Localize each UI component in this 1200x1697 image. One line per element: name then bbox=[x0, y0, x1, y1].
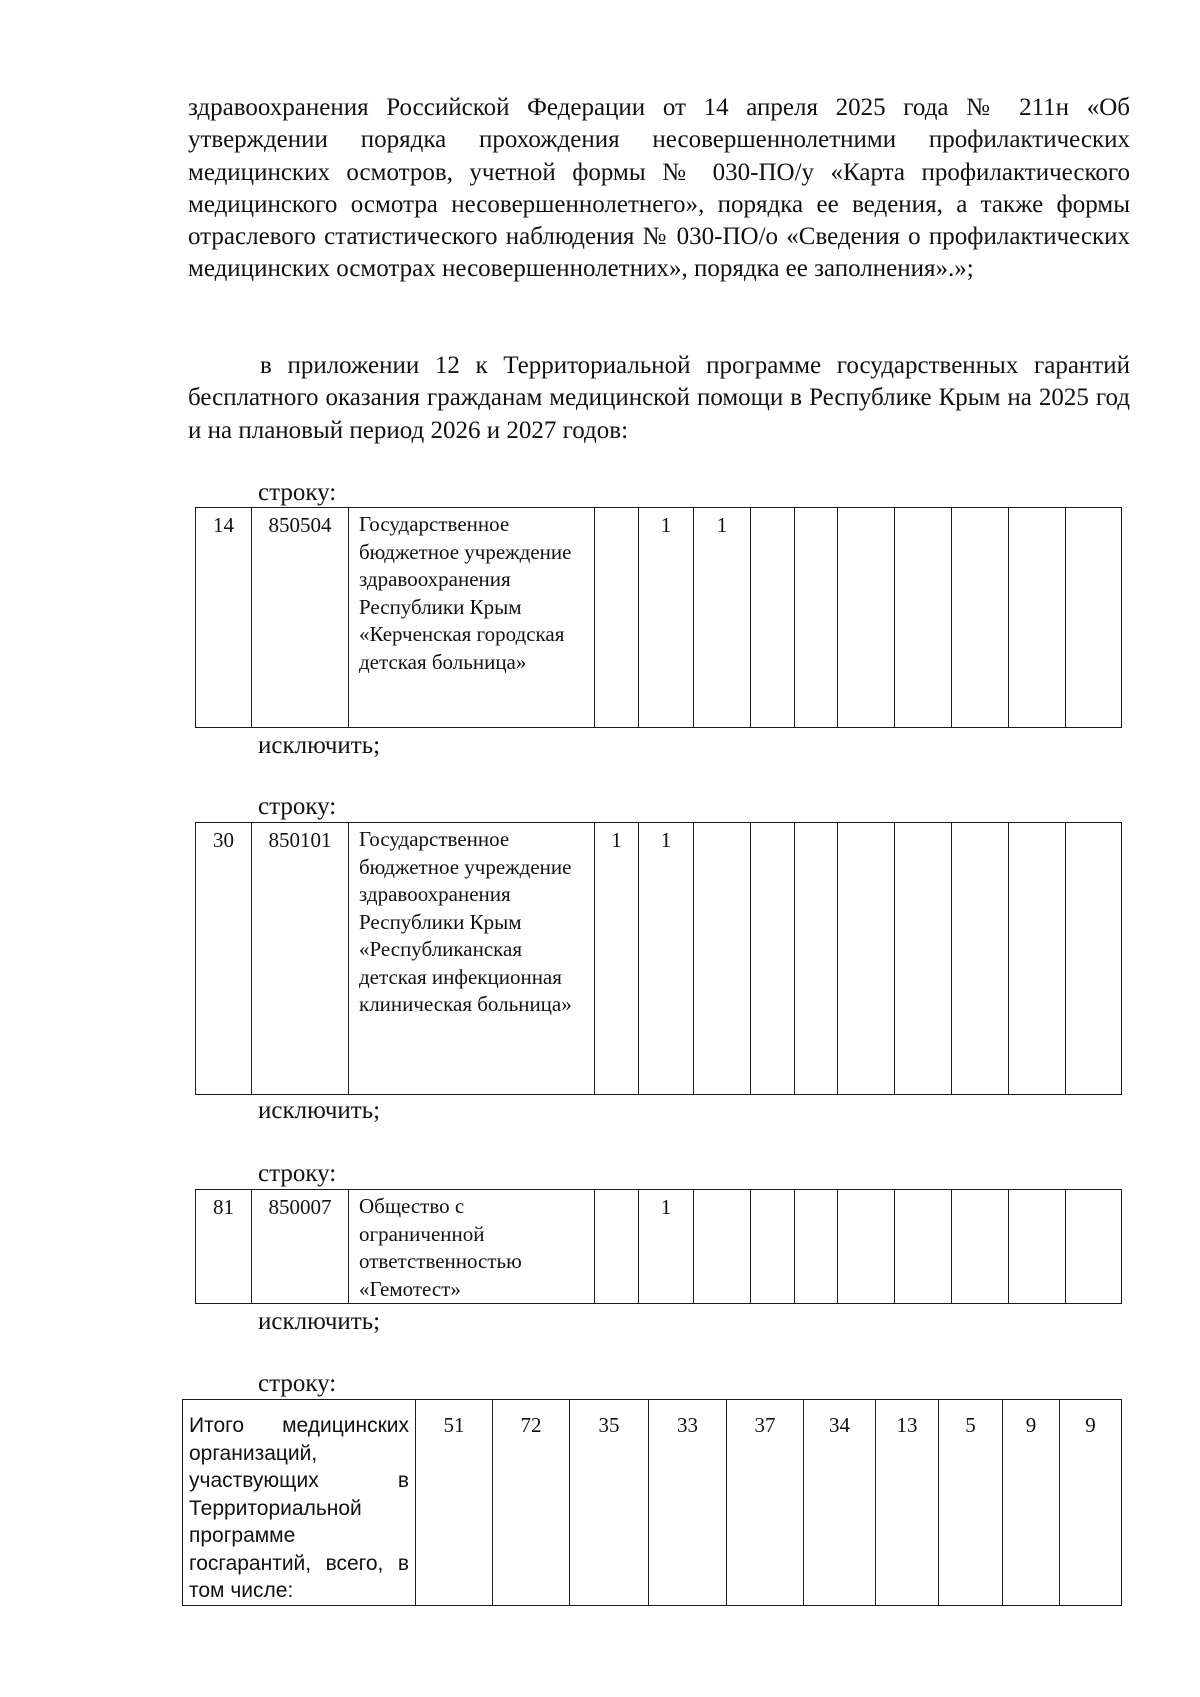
row-value bbox=[694, 823, 751, 1095]
totals-value: 9 bbox=[1060, 1400, 1122, 1606]
row-value bbox=[795, 823, 838, 1095]
row-number: 81 bbox=[196, 1190, 252, 1304]
row-value: 1 bbox=[694, 508, 751, 728]
row-value bbox=[895, 508, 952, 728]
row-value bbox=[1066, 1190, 1122, 1304]
totals-value: 35 bbox=[570, 1400, 649, 1606]
totals-name: Итого медицинских организаций, участвующих в Территориальной программе госгарантий, всего, в том числе: bbox=[183, 1400, 416, 1606]
row-value bbox=[1066, 823, 1122, 1095]
row-label: строку: bbox=[258, 793, 337, 820]
row-value bbox=[952, 1190, 1009, 1304]
row-value bbox=[595, 508, 639, 728]
row-value bbox=[751, 1190, 795, 1304]
row-number: 14 bbox=[196, 508, 252, 728]
row-code: 850101 bbox=[252, 823, 349, 1095]
row-label: строку: bbox=[258, 1160, 337, 1187]
totals-value: 33 bbox=[649, 1400, 727, 1606]
table-row-14 bbox=[195, 507, 1122, 728]
exclude-label: исключить; bbox=[258, 1308, 381, 1335]
row-value bbox=[595, 1190, 639, 1304]
exclude-label: исключить; bbox=[258, 1097, 381, 1124]
row-value bbox=[751, 508, 795, 728]
row-value bbox=[895, 823, 952, 1095]
row-value: 1 bbox=[639, 1190, 694, 1304]
row-org-name: Государственное бюджетное учреждение здравоохранения Республики Крым «Керченская городская детская больница» bbox=[349, 508, 595, 728]
row-value: 1 bbox=[595, 823, 639, 1095]
row-value bbox=[838, 508, 895, 728]
row-value bbox=[838, 1190, 895, 1304]
row-value bbox=[694, 1190, 751, 1304]
row-value bbox=[1009, 823, 1066, 1095]
row-value bbox=[838, 823, 895, 1095]
row-value bbox=[1009, 1190, 1066, 1304]
row-number: 30 bbox=[196, 823, 252, 1095]
row-value bbox=[895, 1190, 952, 1304]
exclude-label: исключить; bbox=[258, 732, 381, 759]
row-value bbox=[751, 823, 795, 1095]
row-value bbox=[1066, 508, 1122, 728]
row-value bbox=[1009, 508, 1066, 728]
totals-value: 13 bbox=[876, 1400, 939, 1606]
row-value bbox=[952, 508, 1009, 728]
totals-value: 34 bbox=[804, 1400, 876, 1606]
row-label: строку: bbox=[258, 1370, 337, 1397]
row-org-name: Общество с ограниченной ответственностью «Гемотест» bbox=[349, 1190, 595, 1304]
totals-value: 9 bbox=[1003, 1400, 1060, 1606]
totals-value: 51 bbox=[416, 1400, 493, 1606]
appendix-paragraph: в приложении 12 к Территориальной программе государственных гарантий бесплатного оказания гражданам медицинской помощи в Республике Крым на 2025 год и на плановый период 2026 и 2027 годов: bbox=[188, 352, 1130, 444]
totals-value: 37 bbox=[727, 1400, 804, 1606]
totals-value: 72 bbox=[493, 1400, 570, 1606]
row-value bbox=[795, 508, 838, 728]
row-value bbox=[795, 1190, 838, 1304]
intro-paragraph: здравоохранения Российской Федерации от 14 апреля 2025 года № 211н «Об утверждении порядка прохождения несовершеннолетними профилактических медицинских осмотров, учетной формы № 030-ПО/у «Карта профилактического медицинского осмотра несовершеннолетнего», порядка ее ведения, а также формы отраслевого статистического наблюдения № 030-ПО/о «Сведения о профилактических медицинских осмотрах несовершеннолетних», порядка ее заполнения».»; bbox=[188, 94, 1130, 283]
row-value: 1 bbox=[639, 508, 694, 728]
table-row-81 bbox=[195, 1189, 1122, 1304]
row-code: 850504 bbox=[252, 508, 349, 728]
row-value: 1 bbox=[639, 823, 694, 1095]
totals-value: 5 bbox=[939, 1400, 1003, 1606]
table-row-totals bbox=[182, 1399, 1122, 1606]
row-org-name: Государственное бюджетное учреждение здравоохранения Республики Крым «Республиканская детская инфекционная клиническая больница» bbox=[349, 823, 595, 1095]
row-code: 850007 bbox=[252, 1190, 349, 1304]
row-value bbox=[952, 823, 1009, 1095]
row-label: строку: bbox=[258, 479, 337, 506]
table-row-30 bbox=[195, 822, 1122, 1095]
